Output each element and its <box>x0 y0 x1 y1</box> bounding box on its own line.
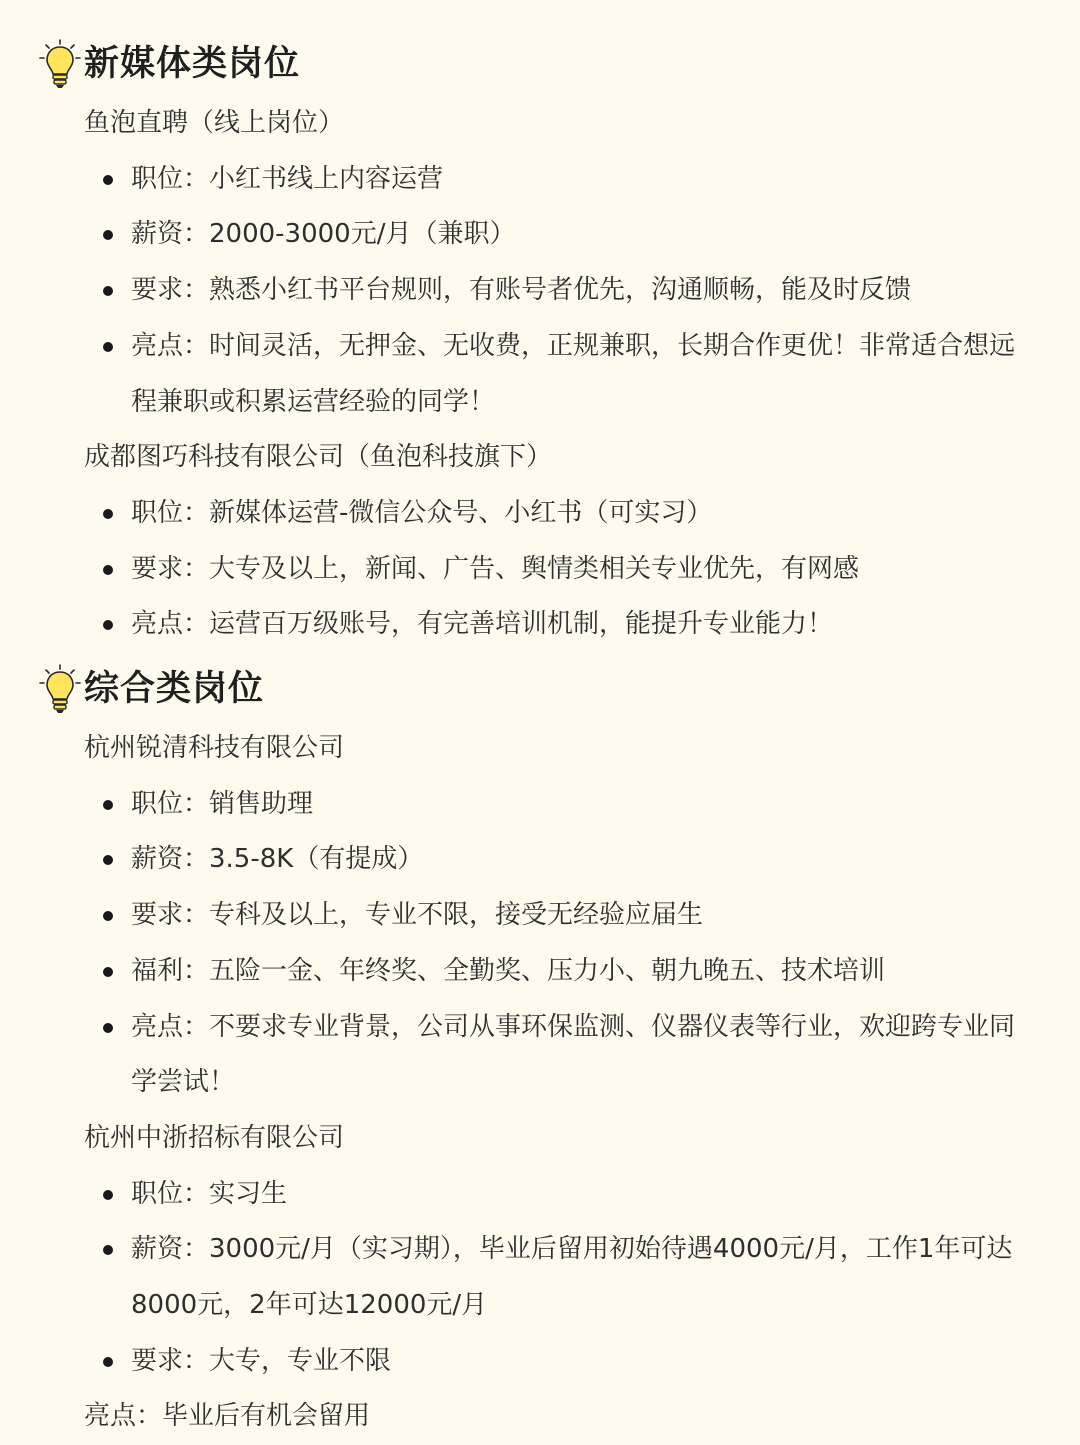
list-item-text: 要求：熟悉小红书平台规则，有账号者优先，沟通顺畅，能及时反馈 <box>131 275 912 306</box>
bullet-icon <box>103 800 113 810</box>
list-item-text: 亮点：时间灵活，无押金、无收费，正规兼职，长期合作更优！非常适合想远程兼职或积累运营经验的同学！ <box>131 330 1016 417</box>
list-item-text: 职位：小红书线上内容运营 <box>131 163 444 194</box>
bullet-icon <box>103 342 113 352</box>
company-name: 杭州锐清科技有限公司 <box>84 733 345 763</box>
bullet-icon <box>103 509 113 519</box>
list-item <box>0 319 1080 430</box>
list-item <box>0 888 1080 944</box>
section-general <box>0 659 1080 1445</box>
section-header <box>0 34 1080 96</box>
list-item-text: 薪资：2000-3000元/月（兼职） <box>131 219 516 250</box>
list-item <box>0 1000 1080 1111</box>
footer-highlight: 亮点：毕业后有机会留用 <box>84 1401 371 1432</box>
list-item <box>0 597 1080 653</box>
list-item <box>0 207 1080 263</box>
bullet-icon <box>103 855 113 865</box>
section-title: 新媒体类岗位 <box>84 44 301 84</box>
section-header <box>0 659 1080 721</box>
company-details-list <box>0 777 1080 1111</box>
company-name: 鱼泡直聘（线上岗位） <box>84 108 345 138</box>
list-item <box>0 542 1080 598</box>
bullet-icon <box>103 286 113 296</box>
section-new-media <box>0 34 1080 653</box>
list-item <box>0 944 1080 1000</box>
list-item-text: 职位：新媒体运营-微信公众号、小红书（可实习） <box>131 497 713 528</box>
list-item <box>0 1222 1080 1333</box>
bullet-icon <box>103 565 113 575</box>
bullet-icon <box>103 230 113 240</box>
list-item <box>0 263 1080 319</box>
bullet-icon <box>103 175 113 185</box>
bullet-icon <box>103 1245 113 1255</box>
list-item-text: 福利：五险一金、年终奖、全勤奖、压力小、朝九晚五、技术培训 <box>131 955 886 986</box>
list-item <box>0 777 1080 833</box>
lightbulb-icon <box>36 38 84 90</box>
bullet-icon <box>103 620 113 630</box>
list-item-text: 要求：大专及以上，新闻、广告、舆情类相关专业优先，有网感 <box>131 553 860 584</box>
bullet-icon <box>103 1190 113 1200</box>
bullet-icon <box>103 1023 113 1033</box>
section-title: 综合类岗位 <box>84 669 265 709</box>
list-item-text: 职位：实习生 <box>131 1178 288 1209</box>
list-item-text: 要求：大专，专业不限 <box>131 1345 392 1376</box>
company-details-list <box>0 152 1080 431</box>
lightbulb-icon <box>36 663 84 715</box>
company-name: 杭州中浙招标有限公司 <box>84 1122 345 1153</box>
list-item <box>0 1167 1080 1223</box>
list-item-text: 亮点：运营百万级账号，有完善培训机制，能提升专业能力！ <box>131 609 834 640</box>
list-item-text: 职位：销售助理 <box>131 788 314 819</box>
list-item-text: 薪资：3.5-8K（有提成） <box>131 844 424 875</box>
list-item <box>0 486 1080 542</box>
list-item <box>0 1334 1080 1390</box>
company-details-list <box>0 1167 1080 1390</box>
list-item <box>0 832 1080 888</box>
bullet-icon <box>103 967 113 977</box>
bullet-icon <box>103 911 113 921</box>
list-item <box>0 152 1080 208</box>
company-name: 成都图巧科技有限公司（鱼泡科技旗下） <box>84 442 553 473</box>
list-item-text: 要求：专科及以上，专业不限，接受无经验应届生 <box>131 900 704 931</box>
bullet-icon <box>103 1357 113 1367</box>
company-details-list <box>0 486 1080 653</box>
list-item-text: 亮点：不要求专业背景，公司从事环保监测、仪器仪表等行业，欢迎跨专业同学尝试！ <box>131 1011 1016 1098</box>
list-item-text: 薪资：3000元/月（实习期），毕业后留用初始待遇4000元/月，工作1年可达8000元，2年可达12000元/月 <box>131 1234 1013 1320</box>
